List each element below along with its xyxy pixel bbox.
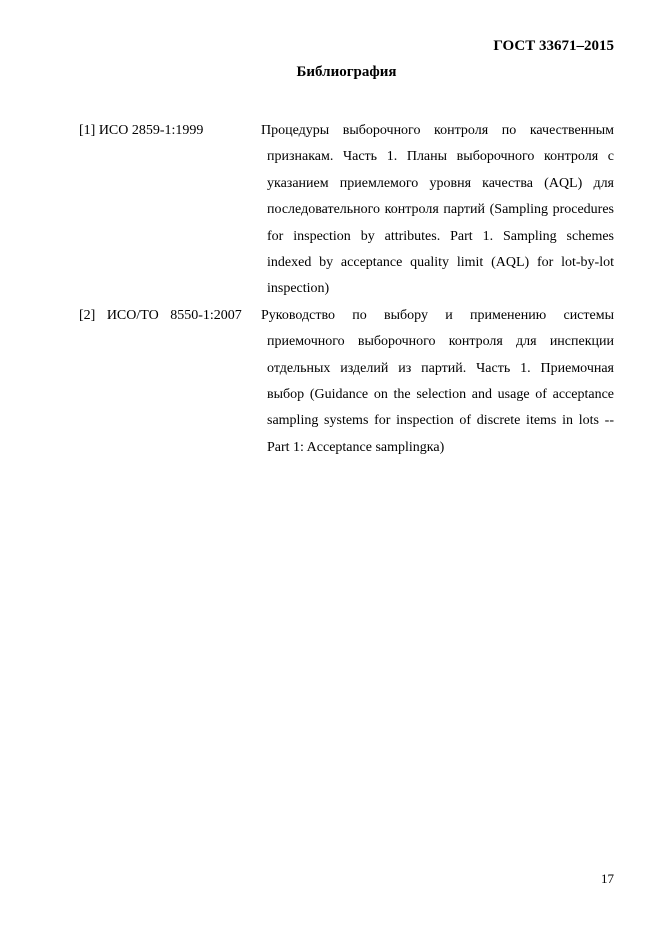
bibliography-entry-1 bbox=[79, 118, 614, 303]
bibliography-entry-2 bbox=[79, 303, 614, 461]
bibliography-entry-description: Процедуры выборочного контроля по качественным признакам. Часть 1. Планы выборочного контроля с указанием приемлемого уровня качества (AQL) для последовательного контроля партий (Sampling procedures for inspection by attributes. Part 1. Sampling schemes indexed by acceptance quality limit (AQL) for lot-by-lot inspection) bbox=[261, 123, 614, 297]
bibliography-entry-reference: [1] ИСО 2859-1:1999 bbox=[79, 123, 204, 138]
bibliography-entry-reference: [2] ИСО/ТО 8550-1:2007 bbox=[79, 307, 242, 323]
document-code-header: ГОСТ 33671–2015 bbox=[493, 38, 614, 54]
bibliography-entry-description: Руководство по выбору и применению системы приемочного выборочного контроля для инспекции отдельных изделий из партий. Часть 1. Приемочная выбор (Guidance on the selection and usage of acceptance sampling systems for inspection of discrete items in lots -- Part 1: Acceptance samplingка) bbox=[261, 307, 614, 455]
bibliography-list bbox=[79, 118, 614, 461]
bibliography-title: Библиография bbox=[296, 64, 397, 80]
page-number: 17 bbox=[601, 871, 614, 886]
